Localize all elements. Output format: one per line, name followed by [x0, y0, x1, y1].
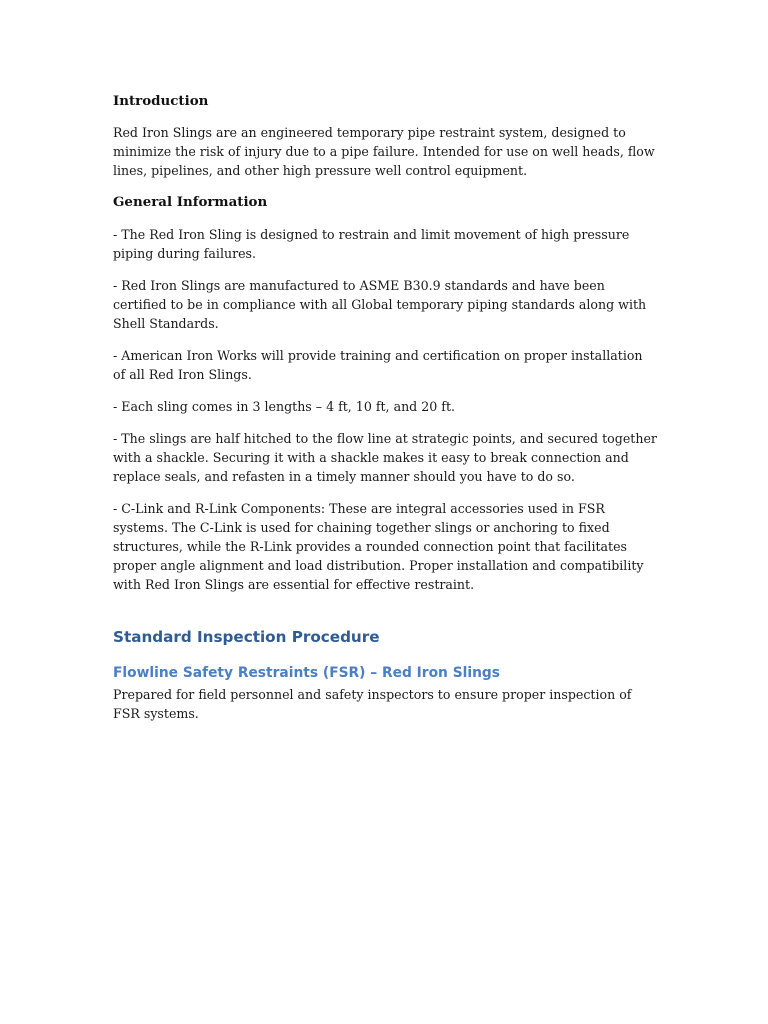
- info-bullet: - The slings are half hitched to the flow line at strategic points, and secured together with a shackle. Securing it with a shackle makes it easy to break connection and replace seals, and refasten in a timely manner should you have to do so.: [113, 431, 657, 484]
- introduction-heading: Introduction: [113, 93, 209, 109]
- info-bullet: - Red Iron Slings are manufactured to ASME B30.9 standards and have been certified to be in compliance with all Global temporary piping standards along with Shell Standards.: [113, 278, 647, 331]
- info-bullet: - The Red Iron Sling is designed to restrain and limit movement of high pressure piping during failures.: [113, 227, 630, 261]
- procedure-title: Standard Inspection Procedure: [113, 628, 380, 646]
- introduction-paragraph: Red Iron Slings are an engineered temporary pipe restraint system, designed to minimize the risk of injury due to a pipe failure. Intended for use on well heads, flow lines, pipelines, and other high pressure well control equipment.: [113, 125, 655, 178]
- procedure-paragraph: Prepared for field personnel and safety inspectors to ensure proper inspection of FSR systems.: [113, 687, 632, 721]
- info-bullet: - C-Link and R-Link Components: These are integral accessories used in FSR systems. The C-Link is used for chaining together slings or anchoring to fixed structures, while the R-Link provides a rounded connection point that facilitates proper angle alignment and load distribution. Proper installation and compatibility with Red Iron Slings are essential for effective restraint.: [113, 501, 644, 592]
- general-information-heading: General Information: [113, 194, 268, 210]
- procedure-subtitle: Flowline Safety Restraints (FSR) – Red Iron Slings: [113, 665, 500, 681]
- info-bullet: - Each sling comes in 3 lengths – 4 ft, 10 ft, and 20 ft.: [113, 399, 456, 414]
- info-bullet: - American Iron Works will provide training and certification on proper installation of all Red Iron Slings.: [113, 348, 643, 382]
- document-body: [113, 92, 658, 723]
